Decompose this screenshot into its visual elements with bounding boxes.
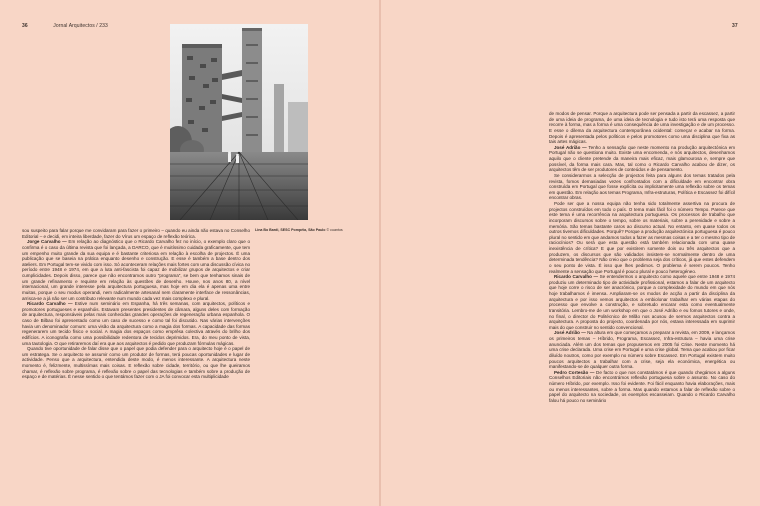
- speaker-name: José Adrião —: [554, 144, 587, 150]
- caption-credit: © cuantos: [326, 228, 343, 232]
- right-page-number: 37: [732, 23, 738, 29]
- left-folio: [22, 23, 108, 29]
- paragraph: Pode ser que a nossa equipa não tenha sido totalmente assertiva na procura de projectos construídos em todo o país. O tema mais fácil foi o número Tempo. Parece que este tema é uma recorrência na arquitectura portuguesa. Os processos de trabalho que incorporam discursos sobre o tempo, sobre os materiais, sobre a perenidade e sobre a memória. São temas bastante caros ao discurso actual. No entanto, em quase todos os outros tivemos dificuldades. Porquê? Porque a produção arquitectónica portuguesa é pouco plural no sentido em que andamos todos a fazer as mesmas coisas e a ter o mesmo tipo de raciocínios? Ou será que esta questão está também relacionada com uma quase inexistência de crítica? E que por existirem somente dois ou três arquitectos que a produzem, os discursos que são validados insistem-se normalmente dentro de uma determinada tendência? Não creio que o problema seja dos críticos, já que estes defendem o seu ponto de vista. É isso que lhes pedimos. O problema é serem poucos. Tenho realmente a sensação que Portugal é pouco plural e pouco heterogéneo.: [549, 201, 735, 274]
- paragraph: Ricardo Carvalho — Se entendermos o arquitecto como aquele que entre 1948 e 1974 produziu um determinado tipo de actividade profissional, estamos a falar de um arquitecto que hoje corre o risco de ser anacrónico, porque a complexidade do mundo em que nós hoje trabalhamos é imensa. Ampliaram-se os modos de acção a partir da disciplina da arquitectura e por isso vemos arquitectos a embiolonar trabalhar em várias etapas do processo que envolve a construção, e sobretudo encarar esta como eventualmente transitória. Lembro-me de um workshop em que o José Adrião e eu fomos tutores e onde, no final, o director do Politécnico de Milão nos acusou de sermos arquitectos contra a arquitectura. A proposta do projecto, coordenada por nós, estava interessada em suprimir mais do que construir no sentido convencional.: [549, 274, 736, 330]
- paragraph: Jorge Carvalho — Em relação ao diagnóstico que o Ricardo Carvalho fez no início, o exemplo claro que o confirma é o caso da última revista que foi lançada, a DARCO, que é muitíssimo cuidada graficamente, que tem um empenho muito grande da sua equipa e é bastante criteriosa em relação à escolha de projectos. É uma publicação que se baseia na prática enquanto desenho e construção. E esse é também a base dentro dos ateliers. Em Portugal tem-se vivido com isso. Só aconteceram relações mais fortes com uma discussão cívica no período entre 1948 e 1974, em que a luta anti-fascista foi capaz de mobilizar grupos de arquitectos e criar cumplicidades. Depois disso, parece que não encontramos outro "programa", se bem que tenhamos sinais de um grande refinamento e requinte em relação às questões de desenho. Houve, nos anos 80, a nível internacional, um grande interesse pela arquitectura portuguesa, mas hoje em dia ela é apenas uma entre muitas, porque o seu modus operandi, nem radicalmente artesanal nem claramente interface de ressonâncias, arrisca-se a já não ser um contributo relevante num mundo cada vez mais complexo e plural.: [22, 239, 250, 301]
- speaker-name: Jorge Carvalho —: [27, 239, 67, 245]
- right-folio: [732, 23, 738, 29]
- left-text-column: [22, 228, 250, 380]
- right-page: [381, 0, 760, 506]
- paragraph: Ricardo Carvalho — Estive num seminário em Espanha, há três semanas, com arquitectos, políticos e promotores portugueses e espanhóis. Estavam presentes presidentes de câmara, alguns deles com formação de arquitectura, responsáveis pelas mais conhecidas grandes operações de regeneração urbana espanhola. O caso de Bilbao foi apresentado como um caso de sucesso e como tal foi discutido. Nas várias intervenções havia um denominador comum: uma visão da arquitectura como a magia dos formas. A capacidade das formas regenerarem um tecido físico e social. A magia dos espaços como emprêsa colectiva através do brilho dos edifícios. A iconografia como uma possibilidade redentora de tecidos deprimidos. Era, do meu ponto de vista, uma tautologia. O que retiraremos daí era que aos arquitectos é pedido que produzam fórmulas mágicas.: [22, 301, 250, 346]
- paragraph: Se considerarmos a selecção de projectos feita para alguns dos temas tratados pela revista, fomos demasiadas vezes confrontados com a dificuldade em encontrar obra construída em Portugal que fosse explícita ou implicitamente uma reflexão sobre os temas em questão. Em relação aos temas Programa, Infra-estruturas, Política e Escassez foi difícil encontrar obras.: [549, 172, 735, 201]
- paragraph: Quando tive oportunidade de falar disse que o papel que podia defender para o arquitecto hoje é o papel de um estratega. Se o arquitecto se assumir como um produtor de formas, terá poucas oportunidades e lugar de actividade. Penso que a arquitectura, entendida deste modo, é menos interessante. A arquitectura neste momento é, felizmente, multissímas mais coisas. E reflexão sobre cidade, território, ou que lhe queiramos chamar, é reflexão sobre programa, é reflexão sobre o papel das tecnologias e também sobre a produção de espaço e de matérias. É nesse sentido o que tentámos fazer com o JA foi convocar esta multiplicidade: [22, 346, 250, 380]
- running-head: Jornal Arquitectos / 233: [53, 23, 108, 29]
- left-page: [0, 0, 379, 506]
- paragraph: José Adrião — Na altura em que começamos a preparar a revista, em 2009, e lançamos os primeiros temas – Híbrido, Programa, Escassez, Infra-estrutura – havia uma crise anunciada. Além um dos temas que propusemos em 2005 foi Crise. Neste momento há uma crise declarada. Uma crise em Portugal e uma crise global. Tema que acabou por ficar diluído noutros, como por exemplo no número sobre Escassez. Em Portugal existem muito poucos arquitectos a trabalhar com a crise, seja ela económica, energética ou manifestando-se de qualquer outra forma.: [549, 330, 735, 370]
- sesc-pompeia-image: [170, 24, 308, 220]
- speaker-name: Ricardo Carvalho —: [554, 274, 599, 280]
- left-page-number: 36: [22, 23, 28, 29]
- speaker-name: Pedro Cortesão —: [554, 369, 595, 375]
- building-photo: [170, 24, 308, 220]
- speaker-name: José Adrião —: [554, 330, 586, 336]
- photo-caption: [255, 228, 365, 232]
- paragraph: José Adrião — Tenho a sensação que neste momento na produção arquitectónica em Portugal não se questiona muito. Existe uma encomenda, e nós arquitectos, desenhamos aquilo que o cliente pretende da maneira mais eficaz, mais glamourosa e, sempre que possível, da forma mais cara. Mas, tal como o Ricardo Carvalho acabou de dizer, os arquitectos têm de ser produtores de conteúdos e de pensamento.: [549, 144, 736, 173]
- paragraph: de modos de pensar. Porque a arquitectura pode ser pensada a partir da escassez, a partir de uma ideia de programa, de uma ideia de tecnologia e tudo isto terá uma resposta que recorre à forma, mas a forma é uma consequência de uma investigação e de um processo. E esse o dilema da arquitectura contemporânea ocidental: começar e acabar na forma. Depois é apresentada pelos políticos e pelos promotores como uma disciplina que fixa as tais artes mágicas.: [549, 111, 735, 145]
- caption-title: Lina Bo Bardi, SESC Pompéia, São Paulo: [255, 228, 326, 232]
- right-text-column: [549, 111, 735, 404]
- paragraph: Pedro Cortesão — De facto o que nos constatámos é que quando chegámos a alguns Conselhos Editoriais não encontrámos reflexão portuguesa sobre o assunto. No caso do número Híbrido, por exemplo. Isso foi evidente. Foi fácil enquanto havia elaborações, mais ou menos interessantes, sobre a forma. Mas quando estamos a falar de reflexão sobre o papel do arquitecto na sociedade, os exemplos escasseiam. Quando o Ricardo Carvalho falou há pouco no seminário: [549, 369, 736, 403]
- paragraph: sou suspeito para falar porque me convidaram para fazer o primeiro – quando eu ainda não estava no Conselho Editorial – e decidi, em inteira liberdade, fazer do Vírus um espaço de reflexão teórica.: [22, 228, 250, 239]
- speaker-name: Ricardo Carvalho —: [27, 301, 73, 307]
